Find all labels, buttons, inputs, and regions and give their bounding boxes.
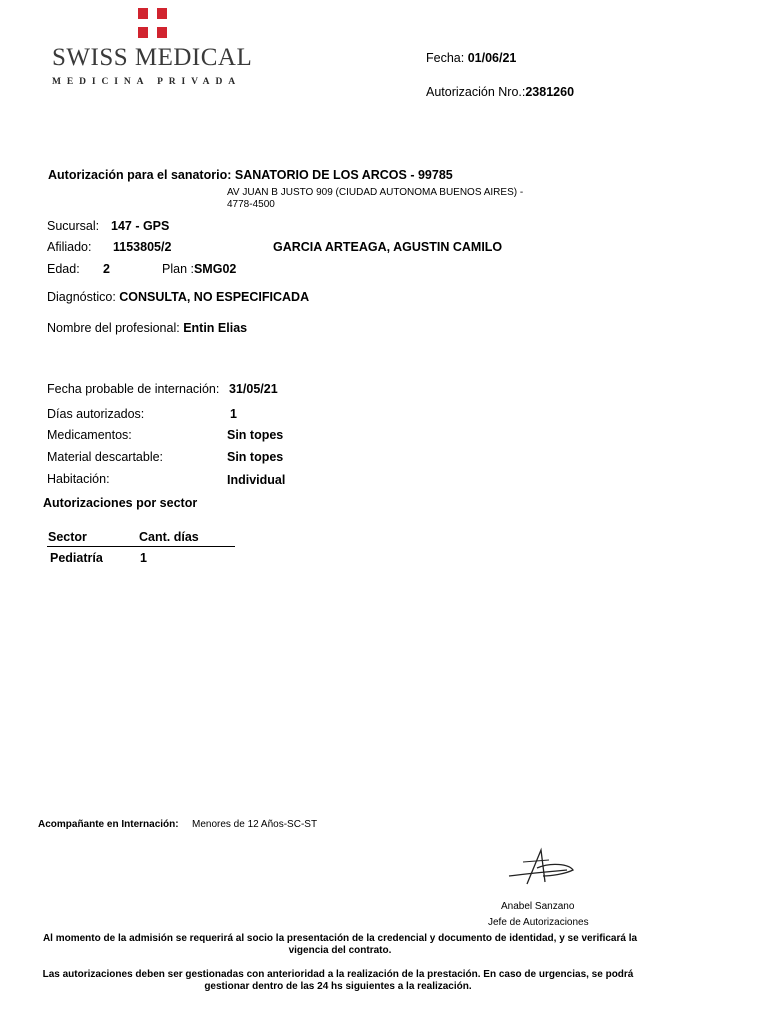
diagnostico-label: Diagnóstico: [47, 290, 116, 304]
sanatorio-value: SANATORIO DE LOS ARCOS - 99785 [234, 168, 453, 182]
dias-autorizados-value: 1 [230, 407, 237, 421]
edad-value: 2 [103, 262, 110, 276]
logo-square-icon [138, 8, 148, 19]
medicamentos-label: Medicamentos: [47, 428, 132, 442]
sanatorio [48, 168, 453, 182]
profesional-label: Nombre del profesional: [47, 321, 180, 335]
autorizacion-value: 2381260 [525, 85, 575, 99]
firma-role: Jefe de Autorizaciones [488, 917, 589, 928]
sucursal-label: Sucursal: [47, 219, 100, 233]
table-divider [47, 546, 235, 547]
sanatorio-address-line1: AV JUAN B JUSTO 909 (CIUDAD AUTONOMA BUENOS AIRES) - [227, 187, 524, 198]
sanatorio-label: Autorización para el sanatorio: [48, 168, 232, 182]
plan-label: Plan : [162, 262, 194, 276]
plan-value: SMG02 [193, 262, 237, 276]
plan [162, 262, 236, 276]
logo-tagline: MEDICINA PRIVADA [52, 77, 241, 87]
row-sector: Pediatría [50, 551, 103, 565]
fecha-internacion-label: Fecha probable de internación: [47, 382, 220, 396]
autorizacion-nro [426, 85, 574, 99]
row-dias: 1 [140, 551, 147, 565]
medicamentos-value: Sin topes [227, 428, 284, 442]
afiliado-label: Afiliado: [47, 240, 92, 254]
logo-square-icon [157, 8, 167, 19]
acompanante-label: Acompañante en Internación: [38, 819, 179, 830]
fecha-value: 01/06/21 [467, 51, 517, 65]
material-label: Material descartable: [47, 450, 164, 464]
firma-name: Anabel Sanzano [501, 901, 575, 912]
sector-header: Sector [48, 530, 87, 544]
footer-note-admision: Al momento de la admisión se requerirá al socio la presentación de la credencial y documento de identidad, y se verificará la vigencia del contrato. [42, 933, 638, 956]
acompanante-value: Menores de 12 Años-SC-ST [192, 819, 318, 830]
habitacion-value: Individual [227, 473, 286, 487]
signature-mark [505, 846, 577, 888]
footer-note-urgencias: Las autorizaciones deben ser gestionadas con anterioridad a la realización de la prestación. En caso de urgencias, se podrá gestionar dentro de las 24 hs siguientes a la realización. [42, 969, 634, 992]
afiliado-number: 1153805/2 [113, 240, 172, 254]
fecha-label: Fecha: [426, 51, 465, 65]
material-value: Sin topes [227, 450, 284, 464]
afiliado-name: GARCIA ARTEAGA, AGUSTIN CAMILO [273, 240, 503, 254]
profesional-value: Entin Elias [183, 321, 248, 335]
sucursal-value: 147 - GPS [111, 219, 170, 233]
sectores-title: Autorizaciones por sector [43, 496, 198, 510]
logo-brand: SWISS MEDICAL [52, 44, 253, 71]
profesional [47, 321, 247, 335]
habitacion-label: Habitación: [47, 472, 110, 486]
sanatorio-address-line2: 4778-4500 [227, 199, 275, 210]
diagnostico [47, 290, 309, 304]
cant-dias-header: Cant. días [139, 530, 199, 544]
fecha [426, 51, 516, 65]
autorizacion-label: Autorización Nro.: [426, 85, 526, 99]
diagnostico-value: CONSULTA, NO ESPECIFICADA [119, 290, 310, 304]
fecha-internacion-value: 31/05/21 [229, 382, 278, 396]
logo-square-icon [138, 27, 148, 38]
dias-autorizados-label: Días autorizados: [47, 407, 145, 421]
edad-label: Edad: [47, 262, 80, 276]
logo-square-icon [157, 27, 167, 38]
